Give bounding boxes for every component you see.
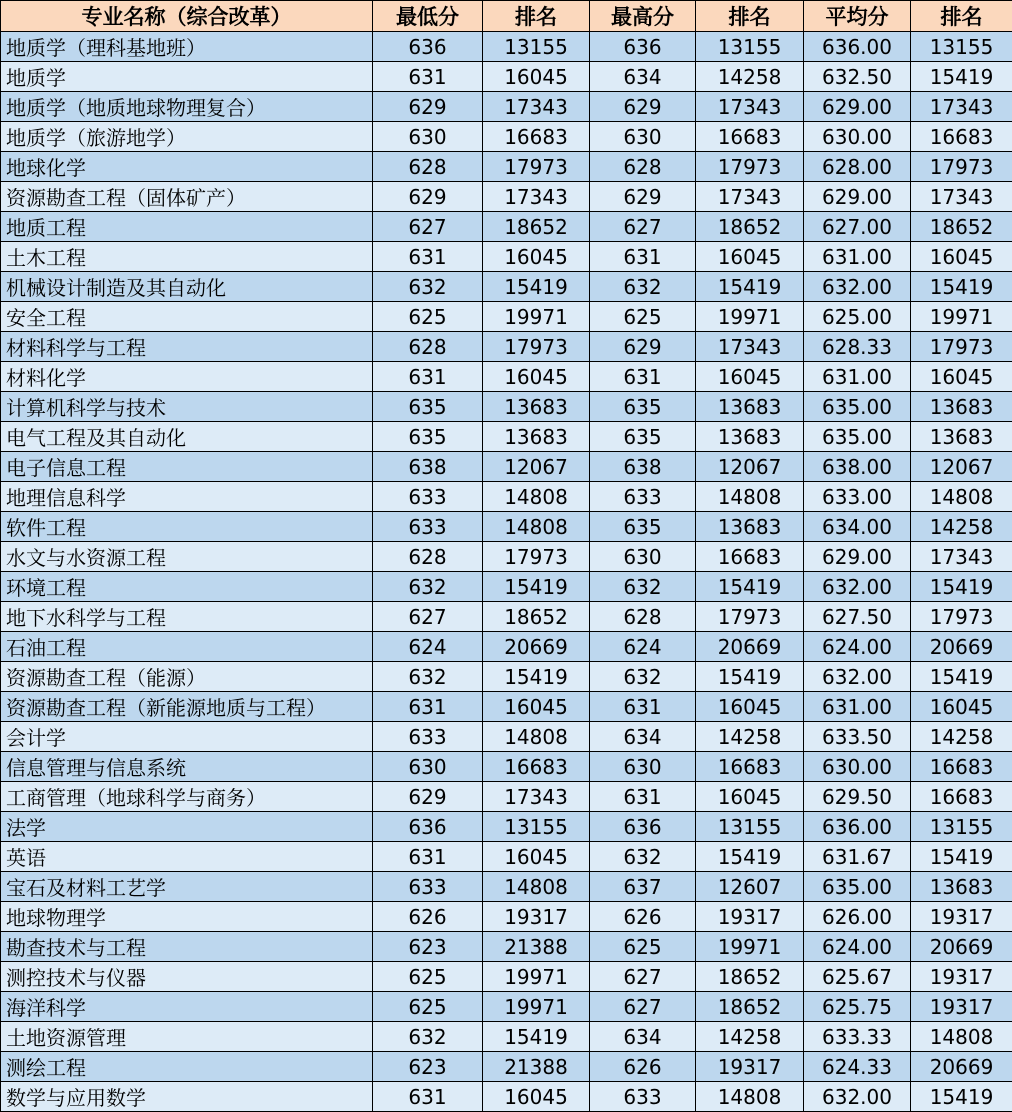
major-name-cell: 土木工程 (1, 242, 373, 272)
avg-rank-cell: 16045 (911, 692, 1012, 722)
max-rank-cell: 13155 (696, 812, 804, 842)
major-name-cell: 地球物理学 (1, 902, 373, 932)
avg-score-cell: 624.00 (804, 932, 911, 962)
max-score-cell: 628 (590, 152, 696, 182)
table-row (1, 1052, 1012, 1082)
major-name-cell: 软件工程 (1, 512, 373, 542)
header-max-score: 最高分 (590, 1, 696, 32)
avg-score-cell: 632.50 (804, 62, 911, 92)
avg-rank-cell: 20669 (911, 1052, 1012, 1082)
major-name-cell: 英语 (1, 842, 373, 872)
max-score-cell: 636 (590, 32, 696, 62)
avg-rank-cell: 15419 (911, 842, 1012, 872)
min-score-cell: 636 (373, 32, 483, 62)
min-score-cell: 625 (373, 962, 483, 992)
avg-score-cell: 631.00 (804, 692, 911, 722)
major-name-cell: 地质学（旅游地学） (1, 122, 373, 152)
table-row (1, 212, 1012, 242)
avg-score-cell: 629.50 (804, 782, 911, 812)
avg-rank-cell: 16683 (911, 122, 1012, 152)
max-rank-cell: 16045 (696, 242, 804, 272)
major-name-cell: 资源勘查工程（新能源地质与工程） (1, 692, 373, 722)
major-name-cell: 土地资源管理 (1, 1022, 373, 1052)
avg-rank-cell: 13683 (911, 422, 1012, 452)
min-rank-cell: 21388 (483, 932, 590, 962)
table-row (1, 662, 1012, 692)
min-rank-cell: 14808 (483, 872, 590, 902)
major-name-cell: 石油工程 (1, 632, 373, 662)
table-row (1, 122, 1012, 152)
min-rank-cell: 17973 (483, 152, 590, 182)
avg-rank-cell: 16683 (911, 752, 1012, 782)
max-rank-cell: 18652 (696, 962, 804, 992)
avg-score-cell: 632.00 (804, 1082, 911, 1112)
min-rank-cell: 16045 (483, 842, 590, 872)
max-score-cell: 627 (590, 212, 696, 242)
avg-rank-cell: 14808 (911, 1022, 1012, 1052)
min-rank-cell: 16045 (483, 362, 590, 392)
avg-score-cell: 632.00 (804, 272, 911, 302)
min-rank-cell: 19317 (483, 902, 590, 932)
max-score-cell: 636 (590, 812, 696, 842)
min-rank-cell: 13683 (483, 422, 590, 452)
table-row (1, 572, 1012, 602)
min-score-cell: 631 (373, 242, 483, 272)
table-row (1, 902, 1012, 932)
table-row (1, 992, 1012, 1022)
max-rank-cell: 13683 (696, 392, 804, 422)
max-score-cell: 630 (590, 122, 696, 152)
max-score-cell: 627 (590, 962, 696, 992)
min-rank-cell: 20669 (483, 632, 590, 662)
avg-score-cell: 631.00 (804, 242, 911, 272)
avg-rank-cell: 12067 (911, 452, 1012, 482)
max-rank-cell: 19317 (696, 902, 804, 932)
table-row (1, 182, 1012, 212)
min-rank-cell: 14808 (483, 512, 590, 542)
max-rank-cell: 16045 (696, 692, 804, 722)
min-rank-cell: 15419 (483, 272, 590, 302)
max-score-cell: 630 (590, 542, 696, 572)
min-score-cell: 632 (373, 272, 483, 302)
header-major-name: 专业名称（综合改革） (1, 1, 373, 32)
major-name-cell: 数学与应用数学 (1, 1082, 373, 1112)
avg-score-cell: 631.67 (804, 842, 911, 872)
max-rank-cell: 14258 (696, 722, 804, 752)
max-rank-cell: 15419 (696, 842, 804, 872)
major-name-cell: 法学 (1, 812, 373, 842)
min-score-cell: 624 (373, 632, 483, 662)
avg-score-cell: 625.00 (804, 302, 911, 332)
avg-score-cell: 624.00 (804, 632, 911, 662)
avg-rank-cell: 17973 (911, 602, 1012, 632)
avg-score-cell: 629.00 (804, 182, 911, 212)
max-rank-cell: 17973 (696, 602, 804, 632)
min-score-cell: 632 (373, 572, 483, 602)
min-rank-cell: 17343 (483, 782, 590, 812)
avg-rank-cell: 13155 (911, 812, 1012, 842)
max-score-cell: 638 (590, 452, 696, 482)
min-score-cell: 629 (373, 182, 483, 212)
max-score-cell: 633 (590, 1082, 696, 1112)
max-rank-cell: 19971 (696, 932, 804, 962)
major-name-cell: 安全工程 (1, 302, 373, 332)
major-name-cell: 宝石及材料工艺学 (1, 872, 373, 902)
avg-rank-cell: 19317 (911, 902, 1012, 932)
min-score-cell: 633 (373, 482, 483, 512)
header-min-rank: 排名 (483, 1, 590, 32)
major-name-cell: 材料科学与工程 (1, 332, 373, 362)
table-row (1, 842, 1012, 872)
major-name-cell: 工商管理（地球科学与商务） (1, 782, 373, 812)
min-score-cell: 625 (373, 302, 483, 332)
max-rank-cell: 20669 (696, 632, 804, 662)
avg-rank-cell: 16683 (911, 782, 1012, 812)
table-row (1, 242, 1012, 272)
major-name-cell: 测绘工程 (1, 1052, 373, 1082)
min-rank-cell: 16683 (483, 122, 590, 152)
max-score-cell: 635 (590, 512, 696, 542)
avg-rank-cell: 17973 (911, 332, 1012, 362)
min-score-cell: 627 (373, 602, 483, 632)
max-score-cell: 625 (590, 932, 696, 962)
min-rank-cell: 15419 (483, 662, 590, 692)
min-score-cell: 630 (373, 122, 483, 152)
min-rank-cell: 16045 (483, 692, 590, 722)
major-name-cell: 海洋科学 (1, 992, 373, 1022)
min-score-cell: 631 (373, 1082, 483, 1112)
min-rank-cell: 17343 (483, 182, 590, 212)
avg-score-cell: 635.00 (804, 422, 911, 452)
max-rank-cell: 17343 (696, 92, 804, 122)
avg-score-cell: 627.50 (804, 602, 911, 632)
table-row (1, 512, 1012, 542)
table-row (1, 542, 1012, 572)
max-rank-cell: 16683 (696, 542, 804, 572)
min-score-cell: 633 (373, 512, 483, 542)
avg-score-cell: 636.00 (804, 32, 911, 62)
table-row (1, 332, 1012, 362)
min-rank-cell: 19971 (483, 962, 590, 992)
table-row (1, 62, 1012, 92)
major-name-cell: 资源勘查工程（能源） (1, 662, 373, 692)
min-rank-cell: 15419 (483, 1022, 590, 1052)
max-score-cell: 626 (590, 1052, 696, 1082)
max-rank-cell: 14808 (696, 482, 804, 512)
min-rank-cell: 18652 (483, 212, 590, 242)
min-rank-cell: 13683 (483, 392, 590, 422)
avg-rank-cell: 20669 (911, 932, 1012, 962)
min-rank-cell: 17343 (483, 92, 590, 122)
table-row (1, 482, 1012, 512)
table-row (1, 452, 1012, 482)
avg-rank-cell: 18652 (911, 212, 1012, 242)
avg-score-cell: 625.75 (804, 992, 911, 1022)
max-rank-cell: 19971 (696, 302, 804, 332)
min-rank-cell: 13155 (483, 32, 590, 62)
max-rank-cell: 15419 (696, 272, 804, 302)
max-score-cell: 627 (590, 992, 696, 1022)
min-score-cell: 632 (373, 1022, 483, 1052)
avg-rank-cell: 17343 (911, 182, 1012, 212)
table-row (1, 302, 1012, 332)
table-row (1, 932, 1012, 962)
max-score-cell: 631 (590, 362, 696, 392)
avg-score-cell: 632.00 (804, 662, 911, 692)
min-rank-cell: 14808 (483, 722, 590, 752)
min-score-cell: 625 (373, 992, 483, 1022)
max-score-cell: 632 (590, 662, 696, 692)
major-name-cell: 环境工程 (1, 572, 373, 602)
avg-score-cell: 636.00 (804, 812, 911, 842)
max-rank-cell: 19317 (696, 1052, 804, 1082)
avg-score-cell: 628.33 (804, 332, 911, 362)
max-score-cell: 632 (590, 842, 696, 872)
min-score-cell: 628 (373, 542, 483, 572)
min-rank-cell: 16683 (483, 752, 590, 782)
avg-rank-cell: 14258 (911, 722, 1012, 752)
max-score-cell: 634 (590, 62, 696, 92)
table-row (1, 962, 1012, 992)
major-name-cell: 资源勘查工程（固体矿产） (1, 182, 373, 212)
min-rank-cell: 19971 (483, 992, 590, 1022)
min-rank-cell: 15419 (483, 572, 590, 602)
table-row (1, 392, 1012, 422)
avg-rank-cell: 15419 (911, 272, 1012, 302)
avg-rank-cell: 16045 (911, 362, 1012, 392)
table-row (1, 1022, 1012, 1052)
header-min-score: 最低分 (373, 1, 483, 32)
max-score-cell: 635 (590, 422, 696, 452)
table-row (1, 362, 1012, 392)
avg-score-cell: 631.00 (804, 362, 911, 392)
avg-rank-cell: 19317 (911, 962, 1012, 992)
min-score-cell: 628 (373, 332, 483, 362)
min-score-cell: 632 (373, 662, 483, 692)
max-rank-cell: 14258 (696, 62, 804, 92)
major-name-cell: 地理信息科学 (1, 482, 373, 512)
min-score-cell: 638 (373, 452, 483, 482)
min-score-cell: 635 (373, 422, 483, 452)
max-score-cell: 629 (590, 332, 696, 362)
major-name-cell: 计算机科学与技术 (1, 392, 373, 422)
min-score-cell: 626 (373, 902, 483, 932)
avg-score-cell: 624.33 (804, 1052, 911, 1082)
min-rank-cell: 16045 (483, 62, 590, 92)
max-score-cell: 625 (590, 302, 696, 332)
max-rank-cell: 18652 (696, 212, 804, 242)
avg-score-cell: 629.00 (804, 542, 911, 572)
max-score-cell: 628 (590, 602, 696, 632)
min-rank-cell: 17973 (483, 542, 590, 572)
max-score-cell: 633 (590, 482, 696, 512)
avg-rank-cell: 20669 (911, 632, 1012, 662)
max-score-cell: 632 (590, 572, 696, 602)
min-rank-cell: 13155 (483, 812, 590, 842)
max-rank-cell: 13683 (696, 422, 804, 452)
min-rank-cell: 16045 (483, 1082, 590, 1112)
avg-rank-cell: 13683 (911, 872, 1012, 902)
min-score-cell: 633 (373, 872, 483, 902)
avg-rank-cell: 15419 (911, 662, 1012, 692)
min-rank-cell: 18652 (483, 602, 590, 632)
major-name-cell: 电子信息工程 (1, 452, 373, 482)
max-score-cell: 624 (590, 632, 696, 662)
header-avg-rank: 排名 (911, 1, 1012, 32)
avg-rank-cell: 17343 (911, 92, 1012, 122)
min-score-cell: 636 (373, 812, 483, 842)
min-score-cell: 635 (373, 392, 483, 422)
max-rank-cell: 18652 (696, 992, 804, 1022)
table-row (1, 422, 1012, 452)
min-score-cell: 633 (373, 722, 483, 752)
max-score-cell: 629 (590, 182, 696, 212)
header-row (1, 1, 1012, 32)
avg-score-cell: 635.00 (804, 872, 911, 902)
avg-rank-cell: 15419 (911, 62, 1012, 92)
max-rank-cell: 15419 (696, 572, 804, 602)
max-rank-cell: 13683 (696, 512, 804, 542)
min-score-cell: 630 (373, 752, 483, 782)
max-rank-cell: 16683 (696, 122, 804, 152)
table-row (1, 272, 1012, 302)
major-name-cell: 勘查技术与工程 (1, 932, 373, 962)
max-rank-cell: 16683 (696, 752, 804, 782)
min-rank-cell: 17973 (483, 332, 590, 362)
min-score-cell: 631 (373, 842, 483, 872)
major-name-cell: 会计学 (1, 722, 373, 752)
avg-rank-cell: 19971 (911, 302, 1012, 332)
avg-rank-cell: 14258 (911, 512, 1012, 542)
max-score-cell: 626 (590, 902, 696, 932)
max-rank-cell: 16045 (696, 362, 804, 392)
max-rank-cell: 17973 (696, 152, 804, 182)
avg-score-cell: 634.00 (804, 512, 911, 542)
min-score-cell: 631 (373, 362, 483, 392)
table-row (1, 1082, 1012, 1112)
max-rank-cell: 12067 (696, 452, 804, 482)
min-rank-cell: 12067 (483, 452, 590, 482)
avg-rank-cell: 16045 (911, 242, 1012, 272)
major-name-cell: 信息管理与信息系统 (1, 752, 373, 782)
avg-rank-cell: 17343 (911, 542, 1012, 572)
avg-score-cell: 625.67 (804, 962, 911, 992)
min-score-cell: 628 (373, 152, 483, 182)
table-row (1, 812, 1012, 842)
max-rank-cell: 14258 (696, 1022, 804, 1052)
avg-rank-cell: 15419 (911, 572, 1012, 602)
max-rank-cell: 17343 (696, 182, 804, 212)
max-rank-cell: 15419 (696, 662, 804, 692)
avg-score-cell: 638.00 (804, 452, 911, 482)
table-row (1, 632, 1012, 662)
major-name-cell: 水文与水资源工程 (1, 542, 373, 572)
header-max-rank: 排名 (696, 1, 804, 32)
avg-rank-cell: 19317 (911, 992, 1012, 1022)
avg-rank-cell: 15419 (911, 1082, 1012, 1112)
table-row (1, 92, 1012, 122)
table-row (1, 692, 1012, 722)
avg-score-cell: 632.00 (804, 572, 911, 602)
max-rank-cell: 12607 (696, 872, 804, 902)
max-score-cell: 632 (590, 272, 696, 302)
avg-rank-cell: 13155 (911, 32, 1012, 62)
min-score-cell: 623 (373, 932, 483, 962)
avg-rank-cell: 13683 (911, 392, 1012, 422)
min-rank-cell: 16045 (483, 242, 590, 272)
max-score-cell: 635 (590, 392, 696, 422)
avg-score-cell: 630.00 (804, 122, 911, 152)
min-score-cell: 629 (373, 92, 483, 122)
max-score-cell: 631 (590, 242, 696, 272)
major-name-cell: 地质学（理科基地班） (1, 32, 373, 62)
min-rank-cell: 19971 (483, 302, 590, 332)
max-score-cell: 634 (590, 1022, 696, 1052)
min-score-cell: 631 (373, 62, 483, 92)
min-rank-cell: 14808 (483, 482, 590, 512)
avg-score-cell: 626.00 (804, 902, 911, 932)
table-row (1, 722, 1012, 752)
max-score-cell: 629 (590, 92, 696, 122)
avg-score-cell: 633.00 (804, 482, 911, 512)
major-name-cell: 地质学（地质地球物理复合） (1, 92, 373, 122)
min-score-cell: 627 (373, 212, 483, 242)
min-rank-cell: 21388 (483, 1052, 590, 1082)
avg-score-cell: 635.00 (804, 392, 911, 422)
major-name-cell: 地球化学 (1, 152, 373, 182)
major-name-cell: 机械设计制造及其自动化 (1, 272, 373, 302)
major-name-cell: 材料化学 (1, 362, 373, 392)
avg-rank-cell: 17973 (911, 152, 1012, 182)
table-row (1, 152, 1012, 182)
max-score-cell: 631 (590, 692, 696, 722)
table-row (1, 752, 1012, 782)
avg-rank-cell: 14808 (911, 482, 1012, 512)
avg-score-cell: 628.00 (804, 152, 911, 182)
min-score-cell: 629 (373, 782, 483, 812)
major-name-cell: 测控技术与仪器 (1, 962, 373, 992)
major-name-cell: 地质工程 (1, 212, 373, 242)
max-score-cell: 631 (590, 782, 696, 812)
table-row (1, 872, 1012, 902)
table-body (1, 32, 1012, 1112)
max-score-cell: 630 (590, 752, 696, 782)
max-rank-cell: 13155 (696, 32, 804, 62)
major-name-cell: 电气工程及其自动化 (1, 422, 373, 452)
avg-score-cell: 633.50 (804, 722, 911, 752)
table-row (1, 782, 1012, 812)
major-name-cell: 地质学 (1, 62, 373, 92)
header-avg-score: 平均分 (804, 1, 911, 32)
avg-score-cell: 630.00 (804, 752, 911, 782)
avg-score-cell: 633.33 (804, 1022, 911, 1052)
table-row (1, 602, 1012, 632)
avg-score-cell: 627.00 (804, 212, 911, 242)
max-rank-cell: 14808 (696, 1082, 804, 1112)
major-name-cell: 地下水科学与工程 (1, 602, 373, 632)
max-score-cell: 634 (590, 722, 696, 752)
min-score-cell: 623 (373, 1052, 483, 1082)
avg-score-cell: 629.00 (804, 92, 911, 122)
table-row (1, 32, 1012, 62)
max-score-cell: 637 (590, 872, 696, 902)
min-score-cell: 631 (373, 692, 483, 722)
max-rank-cell: 17343 (696, 332, 804, 362)
max-rank-cell: 16045 (696, 782, 804, 812)
